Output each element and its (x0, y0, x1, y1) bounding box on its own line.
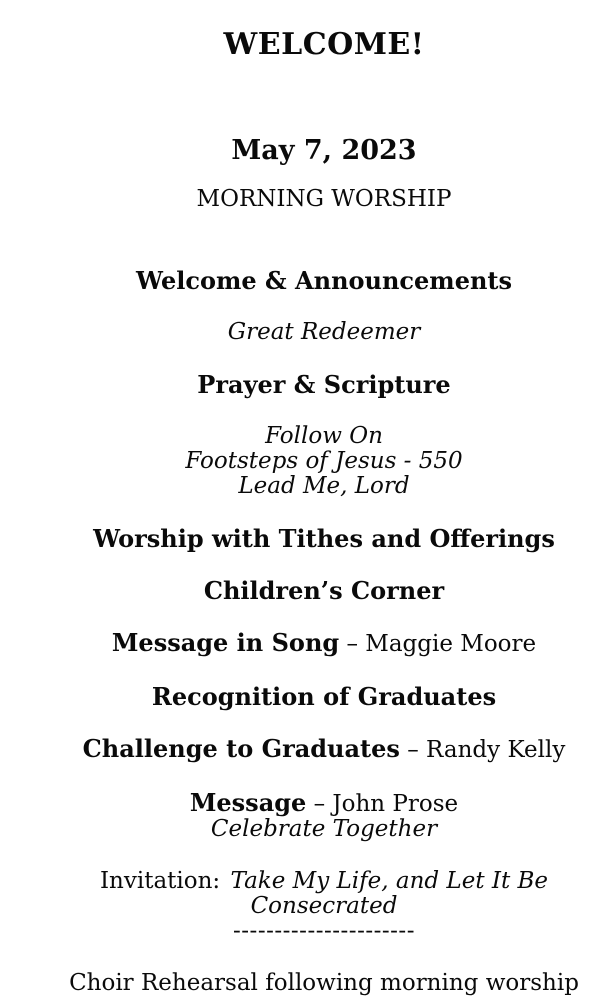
service-name: MORNING WORSHIP (196, 186, 452, 212)
hymn-line: Footsteps of Jesus - 550 (185, 448, 463, 474)
hymn-line: Lead Me, Lord (238, 473, 410, 499)
invitation-label: Invitation: (99, 868, 221, 894)
message-label: Message (189, 788, 307, 817)
dash-separator: – (407, 737, 419, 763)
message-person: John Prose (332, 791, 459, 817)
dash-separator: – (346, 631, 358, 657)
bulletin-content (44, 26, 604, 996)
message-line (44, 790, 604, 817)
program-item-prayer-scripture: Prayer & Scripture (197, 370, 451, 399)
program-song-great-redeemer: Great Redeemer (227, 319, 421, 345)
invitation-line-1 (44, 869, 604, 894)
program-item-message-in-song (44, 630, 604, 657)
message-in-song-person: Maggie Moore (365, 631, 537, 657)
program-item-challenge-to-graduates (44, 736, 604, 763)
challenge-label: Challenge to Graduates (82, 734, 400, 763)
program-item-welcome-announcements: Welcome & Announcements (135, 266, 513, 295)
challenge-person: Randy Kelly (426, 737, 566, 763)
message-song-title: Celebrate Together (210, 816, 438, 842)
program-item-tithes-offerings: Worship with Tithes and Offerings (93, 524, 555, 553)
service-date: May 7, 2023 (231, 135, 417, 166)
program-item-childrens-corner: Children’s Corner (203, 576, 445, 605)
program-item-recognition-of-graduates: Recognition of Graduates (151, 682, 497, 711)
program-item-message (44, 790, 604, 842)
invitation-song-line-2: Consecrated (250, 893, 398, 919)
dashed-divider: ---------------------- (233, 918, 415, 944)
program-item-invitation (44, 869, 604, 919)
invitation-song-line-1: Take My Life, and Let It Be (230, 868, 549, 894)
dash-separator: – (313, 791, 326, 817)
footer-announcement: Choir Rehearsal following morning worship (69, 970, 579, 996)
hymn-line: Follow On (265, 423, 383, 449)
message-in-song-label: Message in Song (111, 628, 340, 657)
page-title: WELCOME! (223, 27, 425, 62)
program-hymn-list (44, 424, 604, 499)
